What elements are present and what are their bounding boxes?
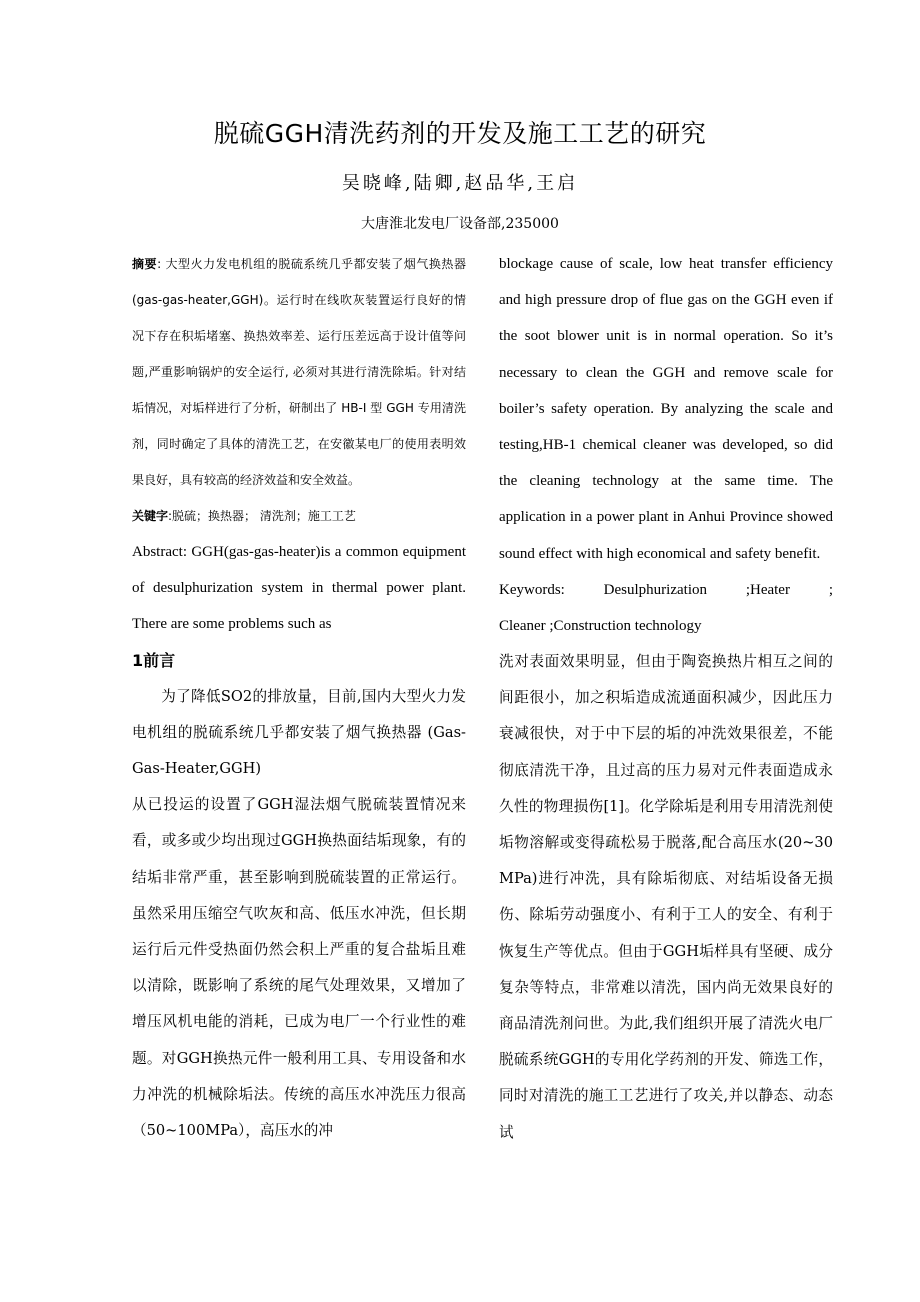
- intro-paragraph-1: 为了降低SO2的排放量，目前,国内大型火力发电机组的脱硫系统几乎都安装了烟气换热器 (Gas-Gas-Heater,GGH): [132, 687, 466, 778]
- keywords-en-item: Desulphurization: [603, 581, 707, 598]
- keywords-cn: [132, 498, 466, 534]
- left-column: [132, 246, 466, 1149]
- affiliation: 大唐淮北发电厂设备部,235000: [361, 216, 559, 232]
- abstract-en-part1: Abstract: GGH(gas-gas-heater)is a common equipment of desulphurization system in thermal power plant. There are some problems such as: [132, 544, 466, 633]
- intro-paragraph-2-continued: 洗对表面效果明显，但由于陶瓷换热片相互之间的间距很小，加之积垢造成流通面积减少，因此压力衰减很快，对于中下层的垢的冲洗效果很差，不能彻底清洗干净，且过高的压力易对元件表面造成永久性的物理损伤[1]。化学除垢是利用专用清洗剂使垢物溶解或变得疏松易于脱落,配合高压水(20~30 MPa)进行冲洗，具有除垢彻底、对结垢设备无损伤、除垢劳动强度小、有利于工人的安全、有利于恢复生产等优点。但由于GGH垢样具有坚硬、成分复杂等特点，非常难以清洗，国内尚无效果良好的商品清洗剂问世。为此,我们组织开展了清洗火电厂脱硫系统GGH的专用化学药剂的开发、筛选工作，同时对清洗的施工工艺进行了攻关,并以静态、动态试: [499, 653, 833, 1141]
- keywords-en-item: ;Heater: [745, 581, 790, 598]
- keywords-en-line2: Cleaner ;Construction technology: [499, 617, 702, 634]
- paper-title: 脱硫GGH清洗药剂的开发及施工工艺的研究: [213, 119, 707, 148]
- section-heading: 1前言: [132, 650, 176, 670]
- keywords-en-line: [499, 572, 833, 608]
- right-column: [499, 246, 833, 1151]
- keywords-cn-text: :脱硫；换热器； 清洗剂；施工工艺: [168, 509, 356, 523]
- author-list: 吴晓峰,陆卿,赵品华,王启: [341, 173, 579, 194]
- keywords-cn-label: 关键字: [132, 509, 169, 523]
- intro-paragraph-2: 从已投运的设置了GGH湿法烟气脱硫装置情况来看，或多或少均出现过GGH换热面结垢现象，有的结垢非常严重，甚至影响到脱硫装置的正常运行。虽然采用压缩空气吹灰和高、低压水冲洗，但长期运行后元件受热面仍然会积上严重的复合盐垢且难以清除，既影响了系统的尾气处理效果，又增加了增压风机电能的消耗，已成为电厂一个行业性的难题。对GGH换热元件一般利用工具、专用设备和水力冲洗的机械除垢法。传统的高压水冲洗压力很高（50~100MPa），高压水的冲: [132, 796, 466, 1140]
- keywords-en-item: ;: [828, 581, 833, 598]
- abstract-cn-label: 摘要: [132, 257, 158, 271]
- keywords-en-label: Keywords:: [499, 581, 565, 598]
- abstract-cn: [132, 246, 466, 498]
- abstract-cn-text: : 大型火力发电机组的脱硫系统几乎都安装了烟气换热器 (gas-gas-heater,GGH)。运行时在线吹灰装置运行良好的情况下存在积垢堵塞、换热效率差、运行压差远高于设计值等问题,严重影响锅炉的安全运行, 必须对其进行清洗除垢。针对结垢情况，对垢样进行了分析，研制出了 HB-I 型 GGH 专用清洗剂，同时确定了具体的清洗工艺，在安徽某电厂的使用表明效果良好，具有较高的经济效益和安全效益。: [132, 257, 466, 487]
- abstract-en-part2: blockage cause of scale, low heat transfer efficiency and high pressure drop of flue gas on the GGH even if the soot blower unit is in normal operation. So it’s necessary to clean the GGH and remove scale for boiler’s safety operation. By analyzing the scale and testing,HB-1 chemical cleaner was developed, so did the cleaning technology at the same time. The application in a power plant in Anhui Province showed sound effect with high economical and safety benefit.: [499, 256, 833, 562]
